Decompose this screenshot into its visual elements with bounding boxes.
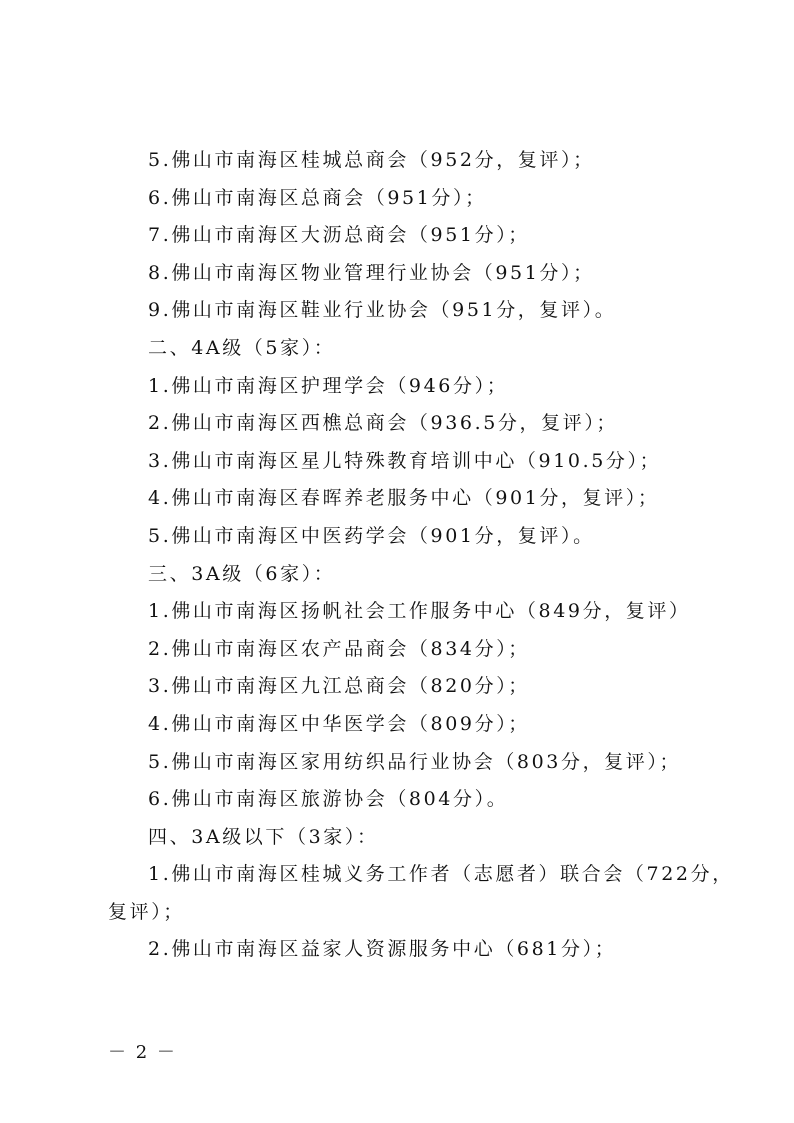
text-line: 5.佛山市南海区家用纺织品行业协会（803分，复评）；: [148, 750, 682, 773]
document-body: [108, 142, 734, 969]
text-line: 1.佛山市南海区扬帆社会工作服务中心（849分，复评）: [148, 600, 691, 623]
page-number: － 2 －: [108, 1042, 177, 1063]
text-line: 4.佛山市南海区春晖养老服务中心（901分，复评）；: [148, 487, 660, 510]
text-line: 5.佛山市南海区桂城总商会（952分，复评）；: [148, 149, 595, 171]
text-line: 6.佛山市南海区总商会（951分）；: [148, 186, 487, 209]
text-line: 2.佛山市南海区益家人资源服务中心（681分）；: [148, 938, 617, 961]
text-line: 3.佛山市南海区九江总商会（820分）；: [148, 675, 530, 698]
text-line: 7.佛山市南海区大沥总商会（951分）；: [148, 224, 530, 247]
text-line: 5.佛山市南海区中医药学会（901分，复评）。: [148, 524, 595, 547]
text-line: 三、3A级（6家）：: [148, 562, 336, 585]
text-line: 9.佛山市南海区鞋业行业协会（951分，复评）。: [148, 299, 617, 322]
text-line: 复评）；: [108, 900, 185, 923]
text-line: 1.佛山市南海区桂城义务工作者（志愿者）联合会（722分，: [148, 863, 734, 886]
text-line: 3.佛山市南海区星儿特殊教育培训中心（910.5分）；: [148, 449, 662, 472]
text-line: 1.佛山市南海区护理学会（946分）；: [148, 374, 509, 397]
text-line: 四、3A级以下（3家）：: [148, 825, 379, 848]
text-line: 6.佛山市南海区旅游协会（804分）。: [148, 788, 509, 811]
text-line: 8.佛山市南海区物业管理行业协会（951分）；: [148, 261, 595, 284]
text-line: 4.佛山市南海区中华医学会（809分）；: [148, 712, 530, 735]
text-line: 2.佛山市南海区农产品商会（834分）；: [148, 637, 530, 660]
text-line: 2.佛山市南海区西樵总商会（936.5分，复评）；: [148, 412, 619, 435]
text-line: 二、4A级（5家）：: [148, 336, 336, 359]
